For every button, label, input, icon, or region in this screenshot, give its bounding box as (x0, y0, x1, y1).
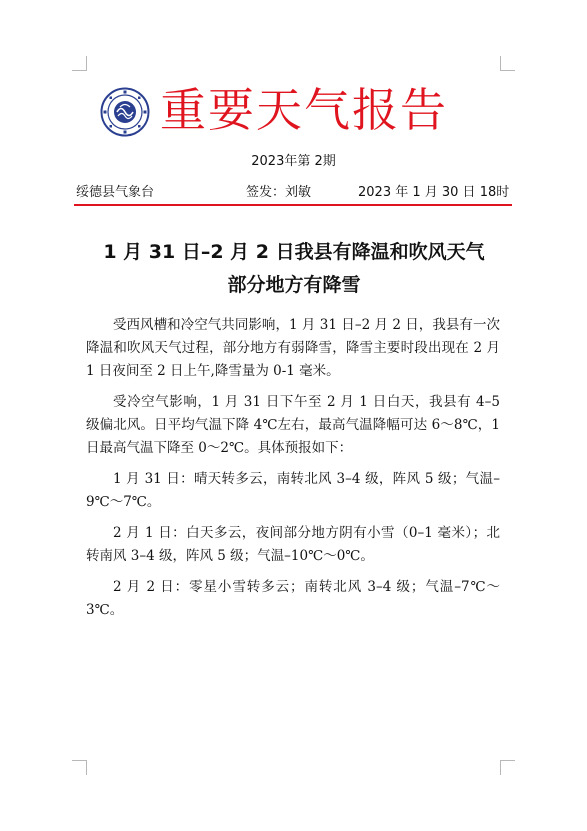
paragraph-cold-air: 受冷空气影响，1 月 31 日下午至 2 月 1 日白天，我县有 4–5 级偏北风。日平均气温下降 4℃左右，最高气温降幅可达 6～8℃，1 日最高气温下降至 0～2℃。具体预报如下： (86, 394, 500, 456)
paragraph-overview: 受西风槽和冷空气共同影响，1 月 31 日–2 月 2 日，我县有一次降温和吹风天气过程，部分地方有弱降雪，降雪主要时段出现在 2 月 1 日夜间至 2 日上午,降雪量为 0-1 毫米。 (86, 317, 500, 379)
paragraph-forecast-feb-2: 2 月 2 日：零星小雪转多云；南转北风 3–4 级；气温–7℃～3℃。 (86, 579, 500, 618)
issue-number: 2023年第 2期 (251, 154, 336, 169)
signer: 签发：刘敏 (246, 185, 312, 200)
crop-mark-bottom-right (500, 760, 515, 775)
report-body (86, 314, 500, 630)
crop-mark-top-left (72, 56, 87, 71)
meteorological-emblem-icon (100, 87, 150, 137)
report-headline (74, 236, 514, 302)
crop-mark-bottom-left (72, 760, 87, 775)
crop-mark-top-right (500, 56, 515, 71)
headline-line-1: 1 月 31 日–2 月 2 日我县有降温和吹风天气 (103, 241, 485, 263)
report-title: 重要天气报告 (160, 83, 448, 137)
header-divider (74, 204, 512, 206)
paragraph-forecast-jan-31: 1 月 31 日：晴天转多云，南转北风 3–4 级，阵风 5 级；气温–9℃～7℃。 (86, 471, 500, 510)
issue-datetime: 2023 年 1 月 30 日 18时 (358, 185, 510, 200)
issuing-organization: 绥德县气象台 (76, 185, 155, 200)
paragraph-forecast-feb-1: 2 月 1 日：白天多云，夜间部分地方阴有小雪（0–1 毫米）；北转南风 3–4 级，阵风 5 级；气温–10℃～0℃。 (86, 525, 500, 564)
headline-line-2: 部分地方有降雪 (227, 274, 361, 296)
